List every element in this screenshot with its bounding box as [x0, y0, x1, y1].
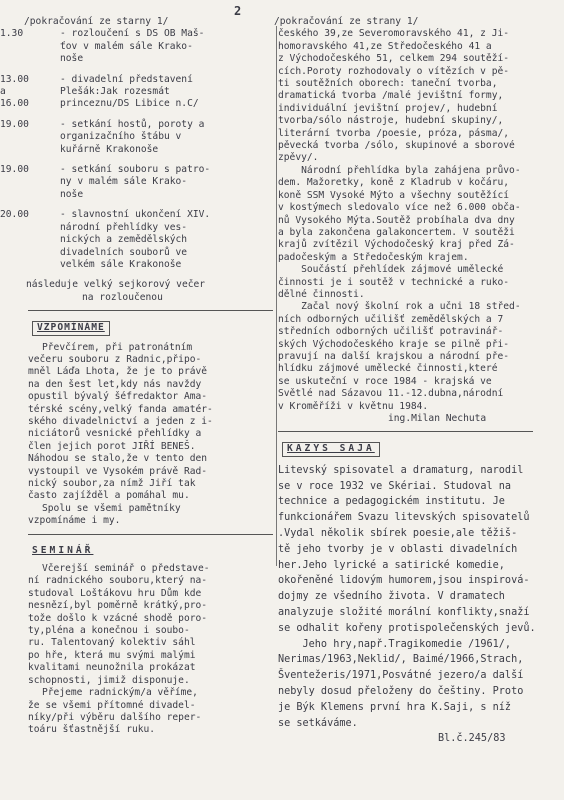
- text-line: literární tvorba /poesie, próza, pásma/,: [278, 127, 510, 139]
- text-line: studoval Loštákovu hru Dům kde: [28, 587, 202, 599]
- festival-report-body: [278, 28, 548, 413]
- text-line: se v roce 1932 ve Skériai. Studoval na: [278, 480, 512, 492]
- text-line: funkcionářem Svazu litevských spisovatelů: [278, 512, 530, 524]
- text-line: ty,pléna a konečnou i soubo-: [28, 625, 190, 637]
- text-line: Litevský spisovatel a dramaturg, narodil: [278, 464, 524, 476]
- schedule-time: 20.00: [0, 209, 29, 221]
- schedule-time: 13.00 a 16.00: [0, 73, 29, 110]
- schedule-line: organizačního štábu v: [60, 131, 182, 143]
- left-column: [0, 16, 280, 737]
- text-line: hlídku zájmové umělecké činnosti,které: [278, 363, 498, 375]
- text-line: nesnězí,byl poměrně krátký,pro-: [28, 600, 208, 612]
- text-line: českého 39,ze Severomoravského 41, z Ji-: [278, 28, 510, 40]
- vzpominame-heading: VZPOMÍNÁME: [32, 321, 110, 335]
- text-line: činnosti je i soutěž v technické a ruko-: [278, 276, 510, 288]
- text-line: cích.Poroty rozhodovaly o vítězích v pě-: [278, 65, 510, 77]
- schedule-item: [0, 209, 280, 271]
- left-continued-label: /pokračování ze starny 1/: [24, 16, 169, 27]
- text-line: tvorba/sólo nástroje, hudební skupiny/,: [278, 115, 504, 127]
- schedule-line: divadelních souborů ve: [60, 246, 188, 258]
- section-divider: [28, 534, 273, 535]
- schedule-item: [0, 28, 280, 65]
- text-line: niciátorů vesnické přehlídky a: [28, 428, 202, 440]
- schedule-line: kuřárně Krakonoše: [60, 143, 159, 155]
- schedule-line: velkém sále Krakonoše: [60, 258, 182, 270]
- vzpominame-body: [28, 342, 280, 528]
- text-line: schopnosti, jimiž disponuje.: [28, 674, 190, 686]
- schedule-line: národní přehlídky ves-: [60, 221, 188, 233]
- text-line: dojmy ze všedního života. V dramatech: [278, 591, 505, 603]
- seminar-heading: SEMINÁŘ: [32, 544, 94, 556]
- text-line: Národní přehlídka byla zahájena průvo-: [278, 164, 521, 176]
- text-line: v kostýmech sledovalo více než 6.000 obča-: [278, 202, 521, 214]
- kazys-saja-body: [278, 463, 548, 747]
- text-line: Přejeme radnickým/a věříme,: [42, 687, 198, 699]
- text-line: padočeským a Středočeským krajem.: [278, 251, 469, 263]
- schedule-time: 19.00: [0, 118, 29, 130]
- schedule-item: [0, 164, 280, 201]
- text-line: ních odborných učilišť zemědělských a 7: [278, 313, 504, 325]
- text-line: kvalitami neunožnila prokázat: [28, 662, 196, 674]
- text-line: ru. Talentovaný kolektiv sáhl: [28, 637, 196, 649]
- text-line: že se všemi přítomné divadel-: [28, 699, 196, 711]
- schedule-line: - setkání souboru s patro-: [60, 164, 211, 176]
- text-line: se uskuteční v roce 1984 - krajská ve: [278, 375, 492, 387]
- text-line: Včerejší seminář o představe-: [42, 563, 210, 575]
- text-line: pěvecká tvorba /sólo, skupinové a sborové: [278, 140, 515, 152]
- text-line: toáru šťastnější ruku.: [28, 724, 156, 736]
- text-line: Převčírem, při patronátním: [42, 341, 193, 353]
- right-continued-label: /pokračování ze strany 1/: [274, 16, 419, 27]
- text-line: Spolu se všemi pamětníky: [42, 502, 181, 514]
- text-line: dem. Mažoretky, koně z Kladrub v kočáru,: [278, 177, 510, 189]
- text-line: je Býk Klemens první hra K.Saji, s níž: [278, 701, 512, 713]
- text-line: analyzuje složité morální konflikty,snaží: [278, 606, 530, 618]
- schedule-line: nických a zemědělských: [60, 234, 188, 246]
- text-line: ského divadelnictví a jeden z i-: [28, 415, 213, 427]
- schedule-line: princeznu/DS Libice n.C/: [60, 98, 199, 110]
- text-line: středních odborných učilišť potravinář-: [278, 326, 504, 338]
- author-signature: ing.Milan Nechuta: [388, 413, 487, 424]
- right-column: [274, 16, 548, 747]
- text-line: .Vydal několik sbírek poesie,ale těžiš-: [278, 528, 518, 539]
- section-divider: [28, 310, 273, 311]
- schedule-line: Plešák:Jak rozesmát: [60, 86, 170, 98]
- text-line: Začal nový školní rok a učni 18 střed-: [278, 301, 521, 313]
- text-line: pravují na další krajskou a národní pře-: [278, 350, 510, 362]
- text-line: Jeho hry,např.Tragikomedie /1961/,: [278, 638, 512, 650]
- page-number: 2: [234, 4, 242, 18]
- schedule-time: 1.30: [0, 28, 24, 40]
- text-line: tože došlo k vzácné shodě poro-: [28, 612, 208, 624]
- bulletin-reference: Bl.č.245/83: [438, 733, 506, 745]
- text-line: vystoupil ve Vysokém právě Rad-: [28, 465, 208, 477]
- text-line: v Kroměříži v květnu 1984.: [278, 400, 429, 412]
- schedule-line: noše: [60, 53, 84, 65]
- text-line: her.Jeho lyrické a satirické komedie,: [278, 559, 505, 571]
- text-line: opustil bývalý šéfredaktor Ama-: [28, 391, 208, 403]
- text-line: dramatická tvorba /malé jevištní formy,: [278, 90, 504, 102]
- text-line: se odhalit kořeny protispolečenských jevů.: [278, 622, 536, 634]
- text-line: ní radnického souboru,který na-: [28, 575, 208, 587]
- text-line: Šventežeris/1971,Posvátné jezero/a další: [278, 670, 524, 682]
- text-line: níky/při výběru dalšího reper-: [28, 711, 202, 723]
- schedule-item: [0, 73, 280, 111]
- text-line: okořeněné lidovým humorem,jsou inspirová-: [278, 575, 530, 587]
- text-line: mněl Láďa Lhota, že je to právě: [28, 366, 208, 378]
- text-line: se setkáváme.: [278, 717, 358, 729]
- text-line: po hře, která mu svými malými: [28, 649, 196, 661]
- text-line: koně SSM Vysoké Mýto a všechny soutěžící: [278, 189, 510, 201]
- text-line: nů Vysokého Mýta.Soutěž probíhala dva dny: [278, 214, 515, 226]
- seminar-body: [28, 563, 280, 737]
- schedule-line: noše: [60, 188, 84, 200]
- text-line: ských Východočeského kraje se pilně při-: [278, 338, 510, 350]
- schedule-line: - rozloučení s DS OB Maš-: [60, 28, 205, 40]
- text-line: dělné činnosti.: [278, 288, 365, 300]
- section-divider: [278, 431, 533, 432]
- schedule-line: ny v malém sále Krako-: [60, 176, 188, 188]
- text-line: krajů zvítězil Východočeský kraj před Zá-: [278, 239, 515, 251]
- text-line: tě jeho tvorby je v oblasti divadelních: [278, 543, 518, 555]
- text-line: Světlé nad Sázavou 11.-12.dubna,národní: [278, 388, 504, 400]
- text-line: Součástí přehlídek zájmové umělecké: [278, 264, 504, 276]
- text-line: člen jejich porot JIŘÍ BENEŠ.: [28, 440, 196, 452]
- text-line: ti soutěžních oborech: taneční tvorba,: [278, 78, 498, 90]
- text-line: a byla zakončena galakoncertem. V soutěži: [278, 226, 515, 238]
- text-line: často zajížděl a pomáhal mu.: [28, 490, 190, 502]
- kazys-saja-heading: KAZYS SAJA: [282, 442, 380, 456]
- follow-up-line: následuje velký sejkorový večer: [26, 279, 206, 291]
- schedule-item: [0, 118, 280, 156]
- text-line: večeru souboru z Radnic,připo-: [28, 353, 202, 365]
- text-line: nický soubor,za nímž Jiří tak: [28, 478, 196, 489]
- text-line: individuální jevištní projev/, hudební: [278, 102, 498, 114]
- schedule-line: - setkání hostů, poroty a: [60, 118, 205, 130]
- text-line: homoravského 41,ze Středočeského 41 a: [278, 40, 492, 52]
- follow-up-line: na rozloučenou: [82, 291, 163, 303]
- text-line: vzpomínáme i my.: [28, 515, 121, 527]
- text-line: z Východočeského 51, celkem 294 soutěží-: [278, 53, 510, 65]
- schedule-line: ťov v malém sále Krako-: [60, 40, 193, 52]
- schedule-time: 19.00: [0, 164, 29, 176]
- schedule-line: - divadelní představení: [60, 73, 193, 85]
- schedule-line: - slavnostní ukončení XIV.: [60, 209, 211, 221]
- text-line: nebyly dosud přeloženy do češtiny. Proto: [278, 685, 524, 697]
- text-line: térské scény,velký fanda amatér-: [28, 403, 213, 415]
- text-line: Náhodou se stalo,že v tento den: [28, 453, 208, 465]
- text-line: technice a pedagogickém institutu. Je: [278, 496, 505, 508]
- text-line: zpěvy/.: [278, 152, 319, 164]
- text-line: Nerimas/1963,Neklid/, Baimé/1966,Strach,: [278, 654, 524, 666]
- text-line: na den šest let,kdy nás navždy: [28, 378, 202, 390]
